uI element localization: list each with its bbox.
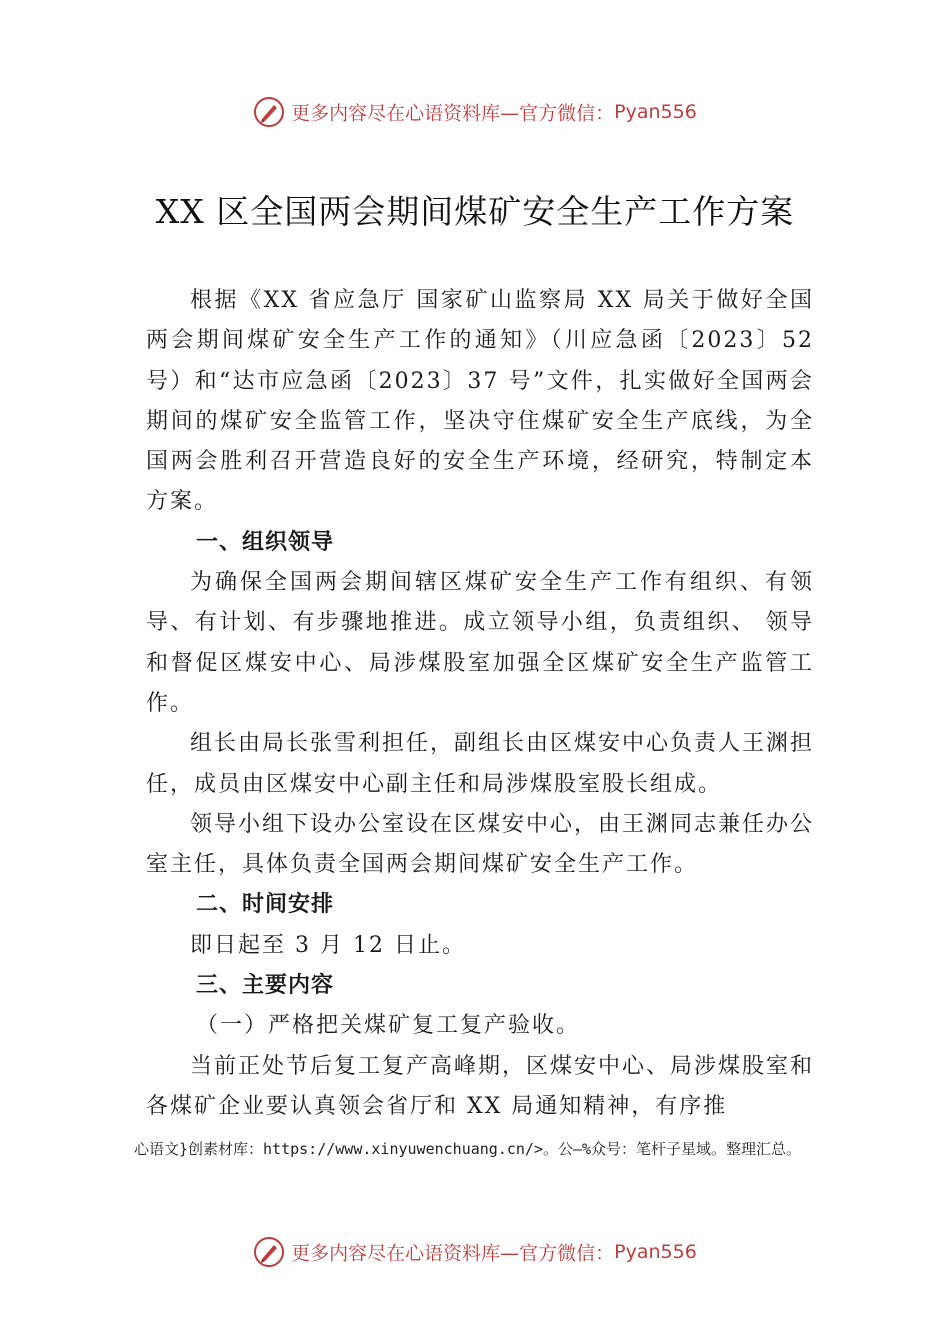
watermark-id: Pyan556 bbox=[614, 1241, 697, 1263]
paragraph: 领导小组下设办公室设在区煤安中心，由王渊同志兼任办公室主任，具体负责全国两会期间煤矿安全生产工作。 bbox=[146, 811, 815, 878]
section-heading: 二、时间安排 bbox=[196, 892, 335, 918]
sub-heading: （一）严格把关煤矿复工复产验收。 bbox=[196, 1013, 581, 1039]
document-title: XX 区全国两会期间煤矿安全生产工作方案 bbox=[155, 192, 795, 231]
watermark-text: 更多内容尽在心语资料库—官方微信： bbox=[291, 1242, 615, 1265]
watermark-bottom bbox=[0, 1236, 950, 1268]
section-heading: 一、组织领导 bbox=[196, 529, 335, 555]
paragraph: 组长由局长张雪利担任，副组长由区煤安中心负责人王渊担任，成员由区煤安中心副主任和局涉煤股室股长组成。 bbox=[146, 731, 815, 797]
paragraph: 当前正处节后复工复产高峰期，区煤安中心、局涉煤股室和各煤矿企业要认真领会省厅和 XX 局通知精神，有序推 bbox=[146, 1053, 815, 1119]
watermark-text: 更多内容尽在心语资料库—官方微信： bbox=[291, 102, 615, 125]
paragraph: 即日起至 3 月 12 日止。 bbox=[190, 932, 466, 958]
footer-note: 心语文}创素材库：https://www.xinyuwenchuang.cn/>。公—%众号：笔杆子星域。整理汇总。 bbox=[134, 1140, 802, 1158]
document-body bbox=[146, 281, 814, 1127]
section-heading: 三、主要内容 bbox=[196, 973, 335, 999]
pen-logo-icon bbox=[253, 96, 285, 128]
intro-paragraph: 根据《XX 省应急厅 国家矿山监察局 XX 局关于做好全国两会期间煤矿安全生产工作的通知》（川应急函〔2023〕52 号）和“达市应急函〔2023〕37 号”文件，扎实做好全国两会期间的煤矿安全监管工作，坚决守住煤矿安全生产底线，为全国两会胜利召开营造良好的安全生产环境，经研究，特制定本方案。 bbox=[146, 288, 814, 515]
pen-logo-icon bbox=[253, 1236, 285, 1268]
watermark-id: Pyan556 bbox=[614, 101, 697, 123]
watermark-top bbox=[0, 96, 950, 128]
paragraph: 为确保全国两会期间辖区煤矿安全生产工作有组织、有领导、有计划、有步骤地推进。成立领导小组，负责组织、 领导和督促区煤安中心、局涉煤股室加强全区煤矿安全生产监管工作。 bbox=[146, 570, 814, 716]
